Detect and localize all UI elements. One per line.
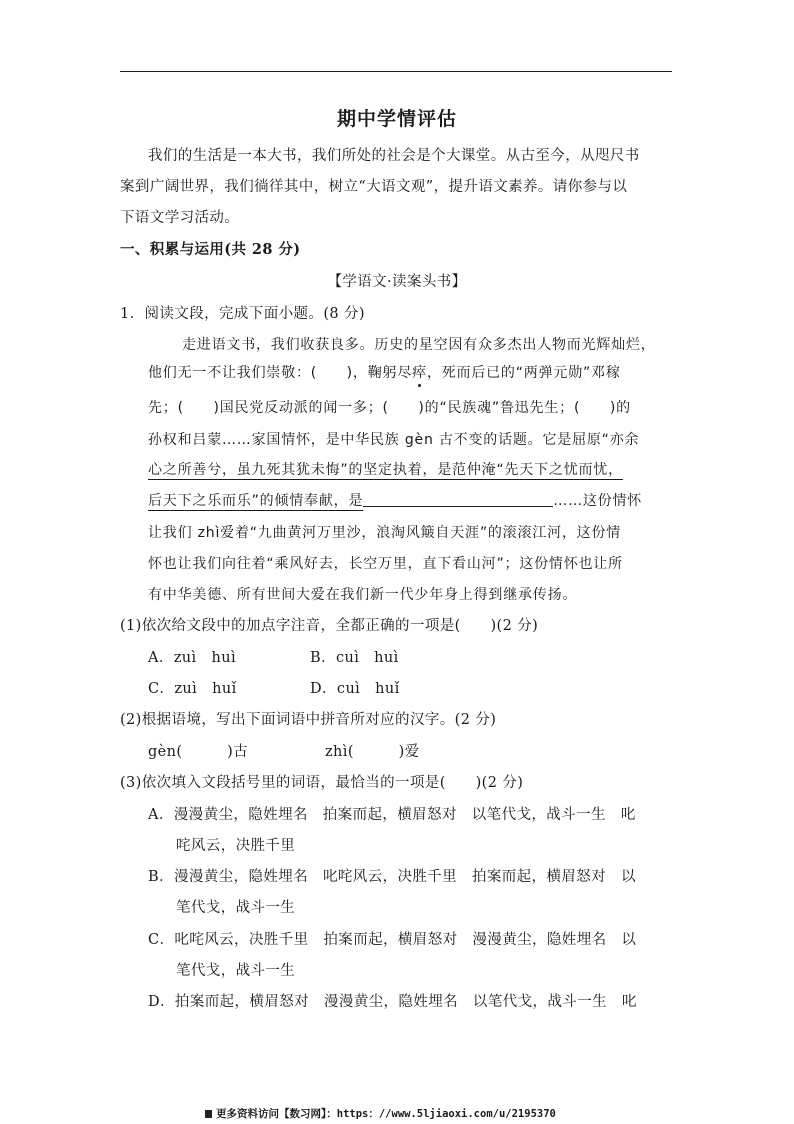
flag-icon	[205, 1110, 212, 1118]
passage-line: 后天下之乐而乐”的倾情奉献，是 ……这份情怀	[148, 493, 643, 509]
dotted-char: 瘁	[412, 365, 427, 381]
section-subheading: 【学语文·读案头书】	[327, 274, 467, 290]
option-c[interactable]: C．zuì huǐ	[148, 681, 237, 697]
passage-line-underlined: 心之所善兮，虽九死其犹未悔”的坚定执着，是范仲淹“先天下之忧而忧，	[148, 462, 623, 478]
passage-line: 先；( )国民党反动派的闻一多；( )的“民族魂”鲁迅先生；( )的	[148, 400, 631, 416]
passage-line: 怀也让我们向往着“乘风好去，长空万里，直下看山河”；这份情怀也让所	[148, 556, 623, 572]
option-a[interactable]: A．漫漫黄尘，隐姓埋名 拍案而起，横眉怒对 以笔代戈，战斗一生 叱	[148, 807, 636, 823]
passage-line: 有中华美德、所有世间大爱在我们新一代少年身上得到继承传扬。	[148, 587, 578, 603]
option-a-cont: 咤风云，决胜千里	[176, 838, 296, 854]
subquestion-3-stem: (3)依次填入文段括号里的词语，最恰当的一项是( )(2 分)	[120, 775, 524, 791]
passage-line: 让我们 zhì爱着“九曲黄河万里沙，浪淘风簸自天涯”的滚滚江河，这份情	[148, 525, 622, 541]
answer-blank[interactable]	[363, 492, 553, 507]
option-d[interactable]: D．cuì huǐ	[310, 681, 400, 697]
option-b[interactable]: B．漫漫黄尘，隐姓埋名 叱咤风云，决胜千里 拍案而起，横眉怒对 以	[148, 869, 636, 885]
option-c-cont: 笔代戈，战斗一生	[176, 963, 296, 979]
option-b[interactable]: B．cuì huì	[310, 650, 399, 666]
intro-line-1: 我们的生活是一本大书，我们所处的社会是个大课堂。从古至今，从咫尺书	[148, 148, 640, 164]
fill-word-1[interactable]: gèn( )古	[148, 744, 249, 760]
option-d[interactable]: D．拍案而起，横眉怒对 漫漫黄尘，隐姓埋名 以笔代戈，战斗一生 叱	[148, 994, 637, 1010]
section-heading: 一、积累与运用(共 28 分)	[120, 241, 301, 258]
passage-line: 走进语文书，我们收获良多。历史的星空因有众多杰出人物而光辉灿烂，	[182, 337, 656, 353]
intro-line-3: 下语文学习活动。	[120, 210, 240, 226]
subquestion-1-stem: (1)依次给文段中的加点字注音，全都正确的一项是( )(2 分)	[120, 618, 539, 634]
passage-line: 他们无一不让我们崇敬：( )，鞠躬尽瘁，死而后已的“两弹元勋”邓稼	[148, 365, 621, 381]
fill-word-2[interactable]: zhì( )爱	[325, 744, 420, 760]
header-rule	[120, 71, 672, 72]
option-a[interactable]: A．zuì huì	[148, 650, 237, 666]
intro-line-2: 案到广阔世界，我们徜徉其中，树立“大语文观”，提升语文素养。请你参与以	[120, 179, 628, 195]
subquestion-2-stem: (2)根据语境，写出下面词语中拼音所对应的汉字。(2 分)	[120, 712, 497, 728]
option-c[interactable]: C．叱咤风云，决胜千里 拍案而起，横眉怒对 漫漫黄尘，隐姓埋名 以	[148, 932, 637, 948]
passage-line: 孙权和吕蒙……家国情怀，是中华民族 gèn 古不变的话题。它是屈原“亦余	[148, 432, 640, 448]
question-1-stem: 1．阅读文段，完成下面小题。(8 分)	[120, 306, 365, 322]
option-b-cont: 笔代戈，战斗一生	[176, 900, 296, 916]
page-title: 期中学情评估	[336, 108, 457, 130]
footer-link[interactable]: 更多资料访问【数习网】：https：//www.5ljiaoxi.com/u/2195370	[205, 1106, 556, 1121]
